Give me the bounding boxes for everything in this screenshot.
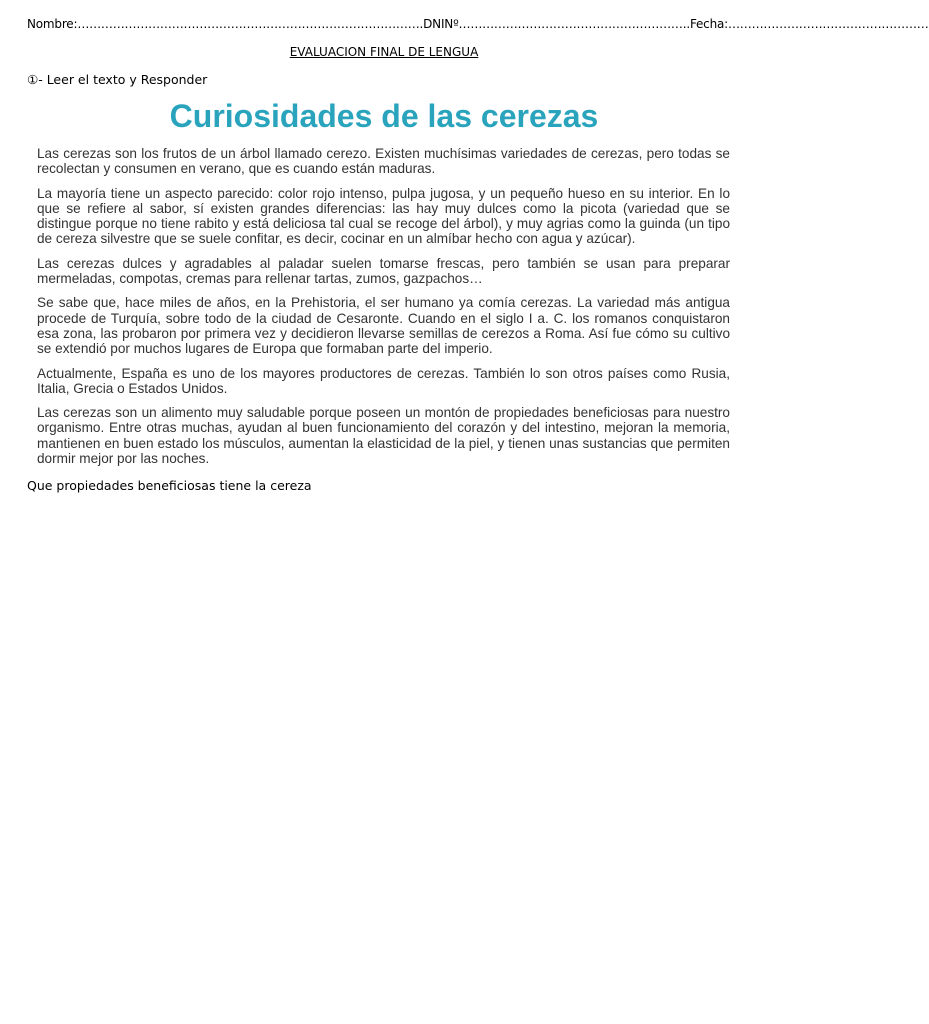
reading-title: Curiosidades de las cerezas [169,98,599,134]
reading-paragraph: La mayoría tiene un aspecto parecido: color rojo intenso, pulpa jugosa, y un pequeño hueso en su interior. En lo que se refiere al sabor, sí existen grandes diferencias: las hay muy dulces como la picota (variedad que se distingue porque no tiene rabito y está deliciosa tal cual se recoge del árbol), y muy agrias como la guinda (un tipo de cereza silvestre que se suele confitar, es decir, cocinar en un almíbar hecho con agua y azúcar). [37,185,730,247]
reading-paragraph: Las cerezas son un alimento muy saludable porque poseen un montón de propiedades beneficiosas para nuestro organismo. Entre otras muchas, ayudan al buen funcionamiento del corazón y del intestino, mejoran la memoria, mantienen en buen estado los músculos, aumentan la elasticidad de la piel, y tienen unas sustancias que permiten dormir mejor por las noches. [37,405,730,467]
student-info-line: Nombre:…………………………………………………………………………….DNINº…………………………………………………..Fecha:…………………………………………… [27,17,929,31]
reading-paragraph: Las cerezas son los frutos de un árbol llamado cerezo. Existen muchísimas variedades de cerezas, pero todas se recolectan y consumen en verano, que es cuando están maduras. [37,146,730,177]
reading-paragraph: Las cerezas dulces y agradables al paladar suelen tomarse frescas, pero también se usan para preparar mermeladas, compotas, cremas para rellenar tartas, zumos, gazpachos… [37,255,730,287]
reading-paragraph: Actualmente, España es uno de los mayores productores de cerezas. También lo son otros países como Rusia, Italia, Grecia o Estados Unidos. [37,365,730,396]
reading-paragraph: Se sabe que, hace miles de años, en la Prehistoria, el ser humano ya comía cerezas. La variedad más antigua procede de Turquía, sobre todo de la ciudad de Cesaronte. Cuando en el siglo I a. C. los romanos conquistaron esa zona, las probaron por primera vez y decidieron llevarse semillas de cerezos a Roma. Así fue cómo su cultivo se extendió por muchos lugares de Europa que formaban parte del imperio. [37,295,730,357]
exam-title: EVALUACION FINAL DE LENGUA [289,45,479,59]
instruction-text: ①- Leer el texto y Responder [27,72,208,87]
reading-body [37,146,730,475]
question-text: Que propiedades beneficiosas tiene la cereza [27,478,312,493]
